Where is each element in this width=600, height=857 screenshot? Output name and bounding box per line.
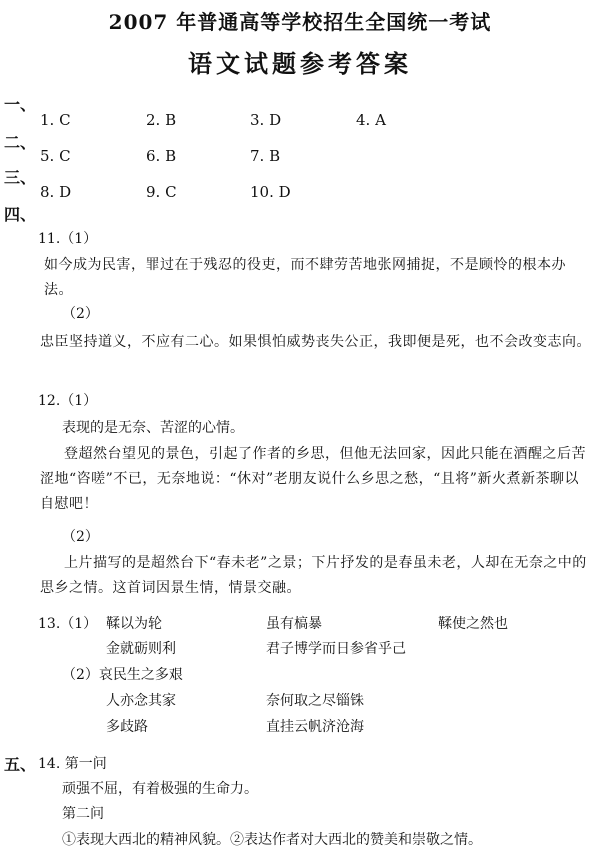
- section-4-label: 四、: [4, 205, 37, 224]
- answer-q4: 4. A: [356, 111, 386, 129]
- q12-part2-answer: 上片描写的是超然台下“春未老”之景；下片抒发的是春虽未老，人却在无奈之中的思乡之情。这首词因景生情，情景交融。: [40, 555, 587, 596]
- q14-part2-answer: ①表现大西北的精神风貌。②表达作者对大西北的赞美和崇敬之情。: [62, 832, 482, 848]
- q13-blank-4: 金就砺则利: [106, 641, 176, 657]
- answer-q3: 3. D: [250, 111, 282, 129]
- q13-blank-6: 人亦念其家: [106, 693, 176, 709]
- q13-blank-7: 奈何取之尽锱铢: [266, 693, 364, 709]
- q14-part2-heading: 第二问: [62, 806, 104, 822]
- q13-blank-3: 鞣使之然也: [438, 616, 508, 632]
- q14-part1-answer: 顽强不屈，有着极强的生命力。: [62, 781, 258, 797]
- answer-q9: 9. C: [146, 183, 177, 201]
- answer-q5: 5. C: [40, 147, 71, 165]
- section-5-label: 五、: [4, 755, 37, 774]
- section-2-label: 二、: [4, 133, 37, 152]
- section-1-label: 一、: [4, 95, 37, 114]
- q13-blank-9: 直挂云帆济沧海: [266, 719, 364, 735]
- q12-part1-mood: 表现的是无奈、苦涩的心情。: [62, 420, 244, 436]
- answer-q8: 8. D: [40, 183, 72, 201]
- q11-part2-heading: （2）: [62, 306, 99, 322]
- q13-blank-5: 君子博学而日参省乎己: [266, 641, 406, 657]
- q11-part2-answer: 忠臣坚持道义，不应有二心。如果惧怕威势丧失公正，我即便是死，也不会改变志向。: [40, 334, 591, 350]
- answer-q7: 7. B: [250, 147, 281, 165]
- q13-blank-8: 多歧路: [106, 719, 148, 735]
- section-3-label: 三、: [4, 168, 37, 187]
- answer-key-title: 语文试题参考答案: [188, 49, 412, 78]
- q11-part1-heading: 11.（1）: [38, 231, 98, 247]
- answer-q1: 1. C: [40, 111, 71, 129]
- q12-part2-heading: （2）: [62, 529, 99, 545]
- q12-part1-heading: 12.（1）: [38, 393, 98, 409]
- q11-part1-answer: 如今成为民害，罪过在于残忍的役吏，而不肆劳苦地张网捕捉，不是顾怜的根本办法。: [44, 257, 566, 298]
- q12-part1-explanation: 登超然台望见的景色，引起了作者的乡思，但他无法回家，因此只能在酒醒之后苦涩地“咨嗟”不已，无奈地说：“休对”老朋友说什么乡思之愁，“且将”新火煮新茶聊以自慰吧！: [40, 446, 586, 512]
- q14-part1-heading: 14. 第一问: [38, 756, 107, 772]
- q13-part1-heading: 13.（1）: [38, 616, 98, 632]
- answer-q2: 2. B: [146, 111, 177, 129]
- answer-q10: 10. D: [250, 183, 291, 201]
- q13-blank-2: 虽有槁暴: [266, 616, 322, 632]
- q13-blank-1: 鞣以为轮: [106, 616, 162, 632]
- exam-title: 2007 年普通高等学校招生全国统一考试: [108, 10, 492, 34]
- answer-q6: 6. B: [146, 147, 177, 165]
- q13-part2-heading: （2）哀民生之多艰: [62, 667, 183, 683]
